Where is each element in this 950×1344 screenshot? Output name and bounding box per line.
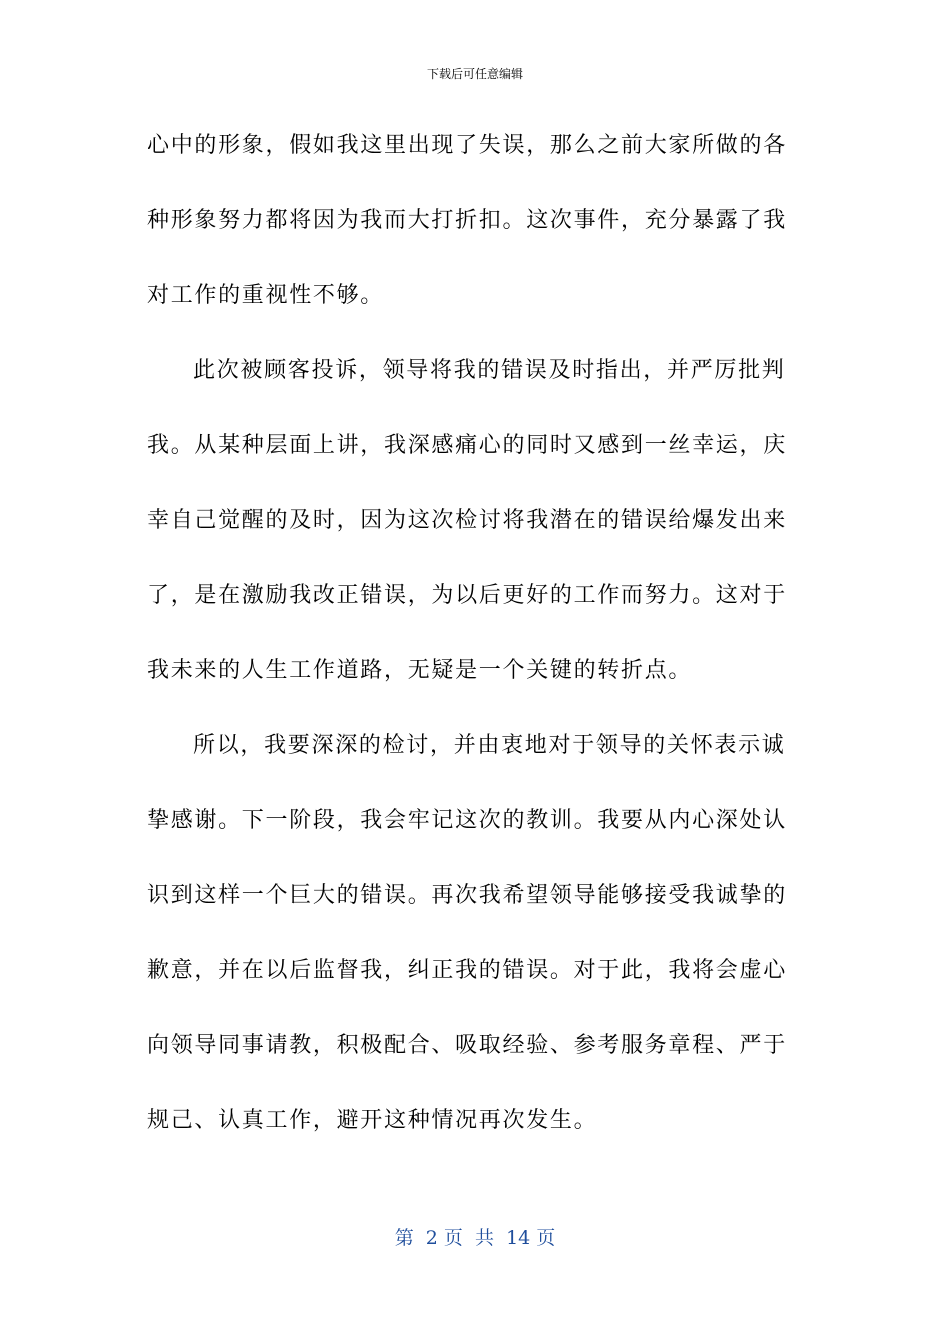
text-line: 了，是在激励我改正错误，为以后更好的工作而努力。这对于: [147, 583, 787, 608]
text-line: 所以，我要深深的检讨，并由衷地对于领导的关怀表示诚: [193, 733, 786, 758]
page-header: 下载后可任意编辑: [426, 67, 523, 81]
text-line: 此次被顾客投诉，领导将我的错误及时指出，并严厉批判: [193, 358, 786, 383]
text-line: 歉意，并在以后监督我，纠正我的错误。对于此，我将会虚心: [147, 958, 787, 983]
text-line: 我。从某种层面上讲，我深感痛心的同时又感到一丝幸运，庆: [147, 433, 787, 458]
document-body: [147, 120, 791, 1170]
text-line: 种形象努力都将因为我而大打折扣。这次事件，充分暴露了我: [147, 208, 787, 233]
text-line: 识到这样一个巨大的错误。再次我希望领导能够接受我诚挚的: [147, 883, 787, 908]
text-line: 我未来的人生工作道路，无疑是一个关键的转折点。: [147, 658, 693, 683]
text-line: 向领导同事请教，积极配合、吸取经验、参考服务章程、严于: [147, 1033, 787, 1058]
text-line: 规己、认真工作，避开这种情况再次发生。: [147, 1108, 598, 1133]
text-line: 心中的形象，假如我这里出现了失误，那么之前大家所做的各: [147, 133, 787, 158]
page-number-footer: 第 2 页 共 14 页: [394, 1227, 556, 1249]
text-line: 幸自己觉醒的及时，因为这次检讨将我潜在的错误给爆发出来: [147, 508, 787, 533]
text-line: 挚感谢。下一阶段，我会牢记这次的教训。我要从内心深处认: [147, 808, 787, 833]
text-line: 对工作的重视性不够。: [147, 283, 385, 308]
